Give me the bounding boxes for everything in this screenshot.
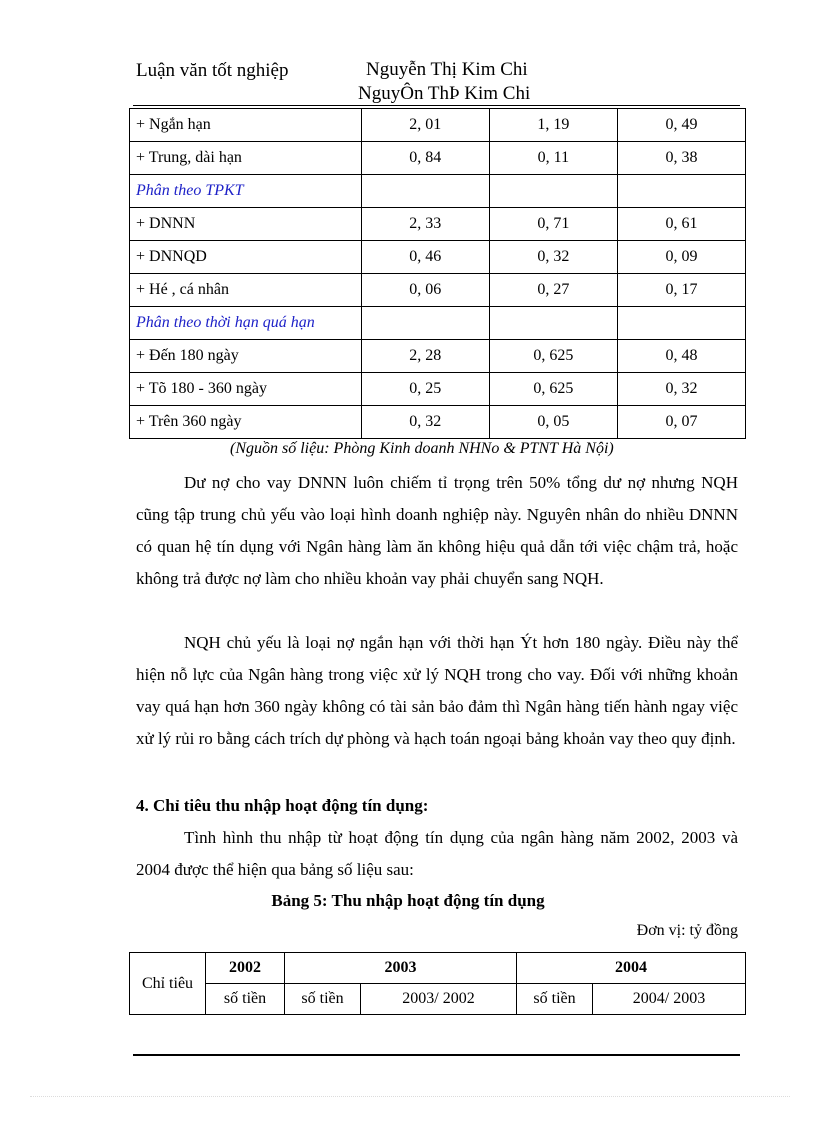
row-value-col2: 1, 19 <box>489 109 617 142</box>
row-value-col3: 0, 49 <box>617 109 745 142</box>
row-value-col3: 0, 17 <box>617 274 745 307</box>
table-row <box>130 274 746 307</box>
row-label: Phân theo thời hạn quá hạn <box>130 307 362 340</box>
table-category-row <box>130 175 746 208</box>
table-unit: Đơn vị: tỷ đồng <box>636 922 738 939</box>
row-value-col2: 0, 625 <box>489 340 617 373</box>
subheader-amount-2004: số tiền <box>517 984 593 1015</box>
row-value-col3 <box>617 175 745 208</box>
row-value-col2: 0, 11 <box>489 142 617 175</box>
row-value-col1: 0, 32 <box>361 406 489 439</box>
header-divider <box>133 105 740 106</box>
row-value-col2: 0, 05 <box>489 406 617 439</box>
row-label: + Đến 180 ngày <box>130 340 362 373</box>
paragraph-income-intro: Tình hình thu nhập từ hoạt động tín dụng của ngân hàng năm 2002, 2003 và 2004 được thể hiện qua bảng số liệu sau: <box>136 828 738 879</box>
row-value-col3 <box>617 307 745 340</box>
row-value-col3: 0, 07 <box>617 406 745 439</box>
table-row <box>130 142 746 175</box>
row-value-col1: 0, 46 <box>361 241 489 274</box>
row-value-col2: 0, 625 <box>489 373 617 406</box>
row-value-col1: 2, 01 <box>361 109 489 142</box>
row-value-col3: 0, 61 <box>617 208 745 241</box>
row-value-col2 <box>489 175 617 208</box>
source-note: (Nguồn số liệu: Phòng Kinh doanh NHNo & PTNT Hà Nội) <box>230 440 614 457</box>
row-label: Phân theo TPKT <box>130 175 362 208</box>
table-row <box>130 406 746 439</box>
row-label: + DNNQD <box>130 241 362 274</box>
row-value-col1: 0, 25 <box>361 373 489 406</box>
row-value-col3: 0, 32 <box>617 373 745 406</box>
row-label: + Ngắn hạn <box>130 109 362 142</box>
row-label: + Hé , cá nhân <box>130 274 362 307</box>
row-value-col3: 0, 38 <box>617 142 745 175</box>
row-value-col1: 2, 28 <box>361 340 489 373</box>
row-value-col1 <box>361 307 489 340</box>
paragraph-dnnn-share: Dư nợ cho vay DNNN luôn chiếm tỉ trọng trên 50% tổng dư nợ nhưng NQH cũng tập trung chủ yếu vào loại hình doanh nghiệp này. Nguyên nhân do nhiều DNNN có quan hệ tín dụng với Ngân hàng làm ăn không hiệu quả dẫn tới việc chậm trả, hoặc không trả được nợ làm cho nhiều khoản vay phải chuyển sang NQH. <box>136 473 738 588</box>
row-value-col1: 2, 33 <box>361 208 489 241</box>
subheader-amount-2003: số tiền <box>285 984 361 1015</box>
header-thesis-label: Luận văn tốt nghiệp <box>136 60 289 81</box>
table-title: Bảng 5: Thu nhập hoạt động tín dụng <box>271 891 545 910</box>
header-author-name: Nguyễn Thị Kim Chi <box>366 59 528 80</box>
credit-income-table <box>129 952 746 1015</box>
row-value-col2: 0, 71 <box>489 208 617 241</box>
row-value-col2: 0, 32 <box>489 241 617 274</box>
table-row <box>130 373 746 406</box>
page-bottom-dotted-line <box>30 1096 790 1097</box>
table-row <box>130 109 746 142</box>
row-label: + Trên 360 ngày <box>130 406 362 439</box>
table-subheader-row <box>130 984 746 1015</box>
row-value-col3: 0, 09 <box>617 241 745 274</box>
header-author-name-garbled: NguyÔn ThÞ Kim Chi <box>358 83 531 104</box>
header-year-2002: 2002 <box>206 953 285 984</box>
row-value-col1: 0, 06 <box>361 274 489 307</box>
row-value-col1: 0, 84 <box>361 142 489 175</box>
subheader-amount-2002: số tiền <box>206 984 285 1015</box>
footer-divider <box>133 1054 740 1056</box>
row-value-col1 <box>361 175 489 208</box>
section-heading: 4. Chỉ tiêu thu nhập hoạt động tín dụng: <box>136 796 429 815</box>
row-label: + DNNN <box>130 208 362 241</box>
paragraph-short-term-debt: NQH chủ yếu là loại nợ ngắn hạn với thời hạn Ýt hơn 180 ngày. Điều này thể hiện nỗ lực của Ngân hàng trong việc xử lý NQH trong cho vay. Đối với những khoản vay quá hạn hơn 360 ngày không có tài sản bảo đảm thì Ngân hàng tiến hành ngay việc xử lý rủi ro bằng cách trích dự phòng và hạch toán ngoại bảng khoản vay theo quy định. <box>136 633 738 748</box>
subheader-ratio-2003: 2003/ 2002 <box>361 984 517 1015</box>
overdue-debt-table <box>129 108 746 439</box>
row-value-col2: 0, 27 <box>489 274 617 307</box>
row-value-col2 <box>489 307 617 340</box>
row-value-col3: 0, 48 <box>617 340 745 373</box>
table-category-row <box>130 307 746 340</box>
header-year-2004: 2004 <box>517 953 746 984</box>
table-row <box>130 208 746 241</box>
table-header-row <box>130 953 746 984</box>
table-row <box>130 241 746 274</box>
header-indicator: Chỉ tiêu <box>130 953 206 1015</box>
row-label: + Tõ 180 - 360 ngày <box>130 373 362 406</box>
subheader-ratio-2004: 2004/ 2003 <box>593 984 746 1015</box>
table-row <box>130 340 746 373</box>
row-label: + Trung, dài hạn <box>130 142 362 175</box>
header-year-2003: 2003 <box>285 953 517 984</box>
